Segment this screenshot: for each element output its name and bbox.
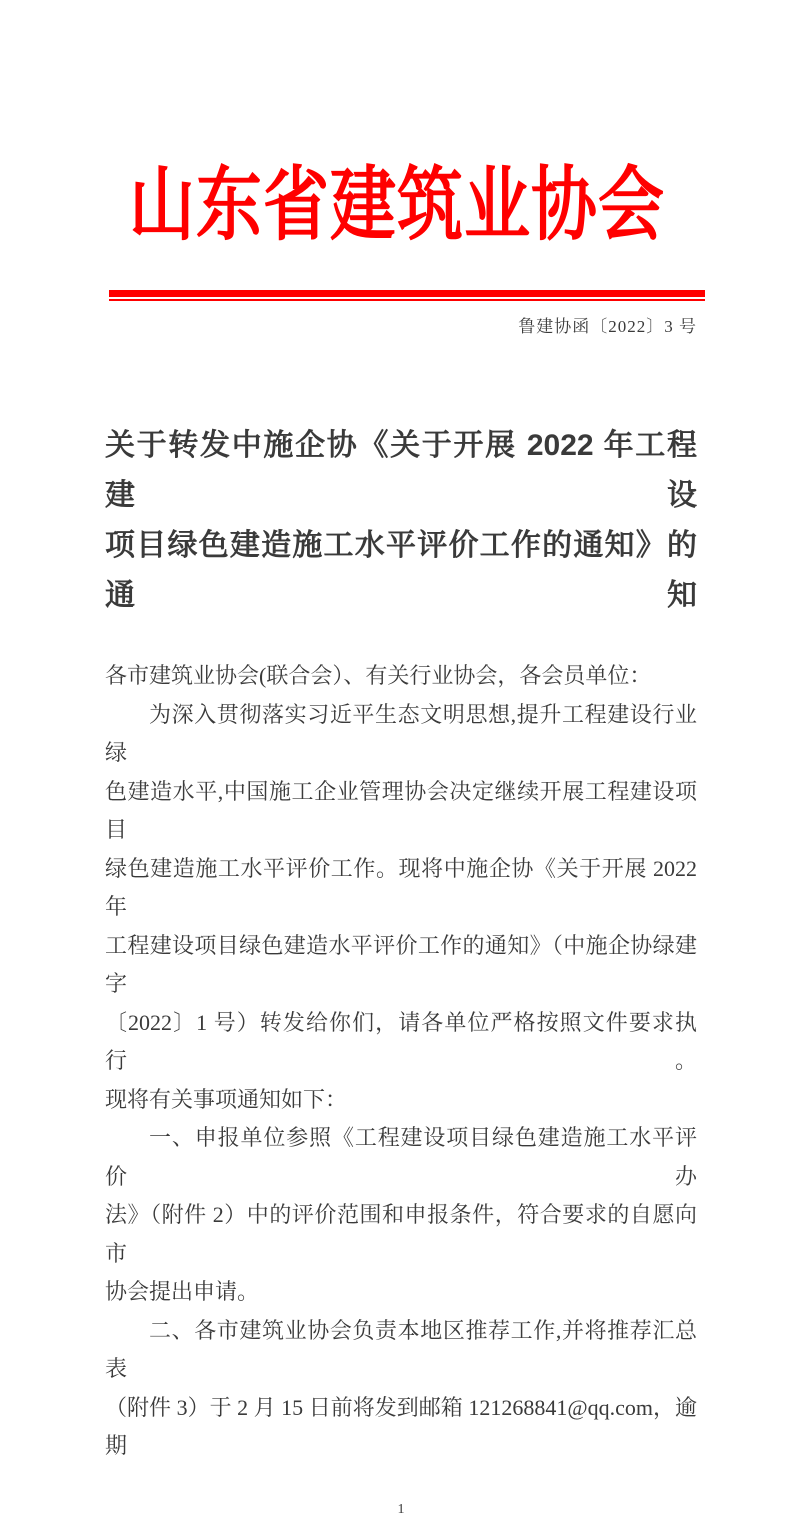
body-line: （附件 3）于 2 月 15 日前将发到邮箱 121268841@qq.com，逾期	[105, 1394, 697, 1458]
paragraph-item-1	[105, 1119, 697, 1312]
body-line: 二、各市建筑业协会负责本地区推荐工作,并将推荐汇总表	[105, 1317, 697, 1381]
body-line: 〔2022〕1 号）转发给你们，请各单位严格按照文件要求执行。	[105, 1009, 697, 1073]
document-title-line-2: 项目绿色建造施工水平评价工作的通知》的通知	[105, 529, 697, 612]
divider-thin-line	[109, 299, 705, 301]
paragraph-item-2	[105, 1312, 697, 1466]
document-body	[105, 657, 703, 1466]
body-line: 绿色建造施工水平评价工作。现将中施企协《关于开展 2022 年	[105, 855, 703, 919]
page-number: 1	[397, 1501, 405, 1517]
document-number: 鲁建协函〔2022〕3 号	[518, 317, 697, 336]
body-line: 法》（附件 2）中的评价范围和申报条件，符合要求的自愿向市	[105, 1202, 697, 1266]
body-line: 一、申报单位参照《工程建设项目绿色建造施工水平评价办	[105, 1125, 697, 1189]
body-line: 工程建设项目绿色建造水平评价工作的通知》（中施企协绿建字	[105, 932, 697, 996]
divider-thick-line	[109, 290, 705, 297]
letterhead-org-title: 山东省建筑业协会	[129, 161, 665, 251]
salutation-line: 各市建筑业协会(联合会）、有关行业协会，各会员单位：	[105, 663, 652, 688]
document-page	[0, 158, 794, 1517]
document-title-line-1: 关于转发中施企协《关于开展 2022 年工程建设	[105, 429, 697, 512]
body-line: 色建造水平,中国施工企业管理协会决定继续开展工程建设项目	[105, 778, 697, 842]
document-title	[105, 421, 697, 621]
letterhead-divider	[109, 290, 705, 301]
body-line: 现将有关事项通知如下：	[105, 1086, 348, 1112]
body-line: 为深入贯彻落实习近平生态文明思想,提升工程建设行业绿	[105, 701, 697, 765]
body-line: 协会提出申请。	[105, 1279, 260, 1304]
paragraph-intro	[105, 696, 703, 1120]
